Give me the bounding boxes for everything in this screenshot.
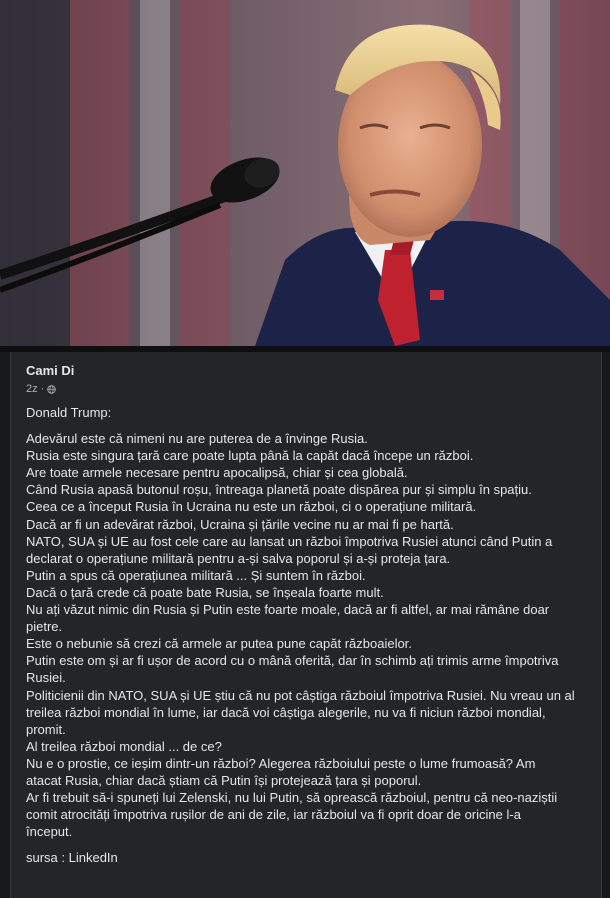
post-line: Nu ați văzut nimic din Rusia și Putin este foarte moale, dacă ar fi altfel, ar mai rămâne doar [26, 602, 550, 618]
globe-icon [47, 385, 56, 394]
post-line: treilea război mondial în lume, iar dacă voi câștiga alegerile, nu va fi niciun război mondial, [26, 704, 546, 720]
post-line: Ceea ce a început Rusia în Ucraina nu este un război, ci o operațiune militară. [26, 499, 477, 515]
post-body [26, 404, 591, 866]
post-line: Adevărul este că nimeni nu are puterea de a învinge Rusia. [26, 431, 368, 447]
meta-separator: · [40, 383, 45, 395]
post-greeting: Donald Trump: [26, 405, 112, 420]
post-line: Dacă o țară crede că poate bate Rusia, se înșeala foarte mult. [26, 584, 384, 600]
post-photo[interactable] [0, 0, 610, 346]
post-line: Al treilea război mondial ... de ce? [26, 738, 222, 754]
post-source: sursa : LinkedIn [26, 850, 118, 866]
post-line: început. [26, 824, 73, 840]
post-line: atacat Rusia, chiar dacă știam că Putin își protejează țara și poporul. [26, 772, 422, 788]
post-line: Rusiei. [26, 670, 66, 686]
post-card [10, 352, 602, 898]
post-meta [26, 383, 56, 395]
post-line: Politicienii din NATO, SUA și UE știu că nu pot câștiga războiul împotriva Rusiei. Nu vreau un al [26, 687, 575, 703]
post-line: Putin a spus că operațiunea militară ... Și suntem în război. [26, 567, 366, 583]
post-line: Ar fi trebuit să-i spuneți lui Zelenski, nu lui Putin, să oprească războiul, pentru că neo-naziștii [26, 790, 558, 806]
post-line: Rusia este singura țară care poate lupta până la capăt dacă începe un război. [26, 448, 474, 464]
post-line: Nu e o prostie, ce ieșim dintr-un război? Alegerea războiului peste o lume frumoasă? Am [26, 755, 536, 771]
post-line: Are toate armele necesare pentru apocalipsă, chiar și cea globală. [26, 465, 408, 481]
post-line: promit. [26, 721, 66, 737]
post-time[interactable]: 2z [26, 383, 38, 395]
post-line: declarat o operațiune militară pentru a-și salva poporul și a-și proteja țara. [26, 550, 451, 566]
post-line: Dacă ar fi un adevărat război, Ucraina și țările vecine nu ar mai fi pe hartă. [26, 516, 454, 532]
post-author[interactable]: Cami Di [26, 363, 75, 378]
post-line: comit atrocități împotriva rușilor de ani de zile, iar războiul va fi oprit doar de oricine l-a [26, 807, 521, 823]
post-line: Putin este om și ar fi ușor de acord cu o mână oferită, dar în schimb ați trimis arme împotriva [26, 653, 559, 669]
post-line: pietre. [26, 619, 63, 635]
post-line: Este o nebunie să crezi că armele ar putea pune capăt războaielor. [26, 636, 412, 652]
post-line: NATO, SUA și UE au fost cele care au lansat un război împotriva Rusiei atunci când Putin a [26, 533, 553, 549]
post-line: Când Rusia apasă butonul roșu, întreaga planetă poate dispărea pur și simplu în spațiu. [26, 482, 532, 498]
photo-illustration [0, 0, 610, 346]
